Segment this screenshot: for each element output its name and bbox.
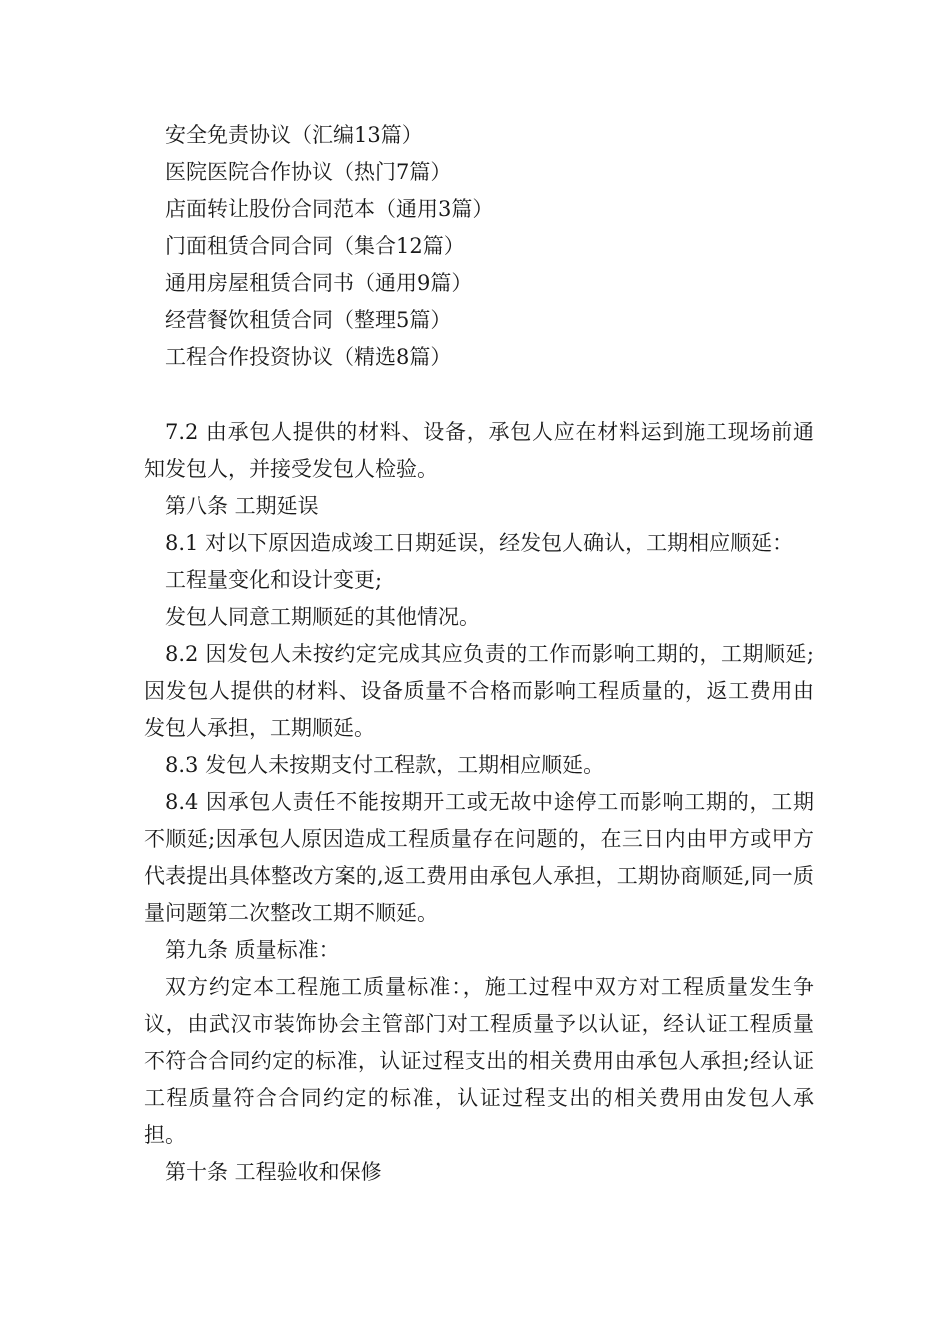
article-9-heading: 第九条 质量标准： <box>165 938 340 962</box>
clause-8-1-item: 发包人同意工期顺延的其他情况。 <box>165 605 480 629</box>
related-documents-list <box>165 117 493 376</box>
article-10-heading: 第十条 工程验收和保修 <box>165 1160 382 1184</box>
clause-8-1-item: 工程量变化和设计变更; <box>165 568 383 592</box>
related-document-link[interactable]: 店面转让股份合同范本（通用3篇） <box>165 197 494 221</box>
related-document-link[interactable]: 通用房屋租赁合同书（通用9篇） <box>165 271 473 295</box>
related-document-link[interactable]: 经营餐饮租赁合同（整理5篇） <box>165 308 452 332</box>
related-document-link[interactable]: 工程合作投资协议（精选8篇） <box>165 345 452 369</box>
related-document-link[interactable]: 医院医院合作协议（热门7篇） <box>165 160 452 184</box>
article-8-heading: 第八条 工期延误 <box>165 494 319 518</box>
clause-8-4: 8.4 因承包人责任不能按期开工或无故中途停工而影响工期的，工期不顺延;因承包人原因造成工程质量存在问题的，在三日内由甲方或甲方代表提出具体整改方案的,返工费用由承包人承担，工期协商顺延,同一质量问题第二次整改工期不顺延。 <box>144 790 814 925</box>
clause-8-1: 8.1 对以下原因造成竣工日期延误，经发包人确认，工期相应顺延： <box>165 531 794 555</box>
related-document-link[interactable]: 门面租赁合同合同（集合12篇） <box>165 234 465 258</box>
clause-9: 双方约定本工程施工质量标准：，施工过程中双方对工程质量发生争议，由武汉市装饰协会主管部门对工程质量予以认证，经认证工程质量不符合合同约定的标准，认证过程支出的相关费用由承包人承担;经认证工程质量符合合同约定的标准，认证过程支出的相关费用由发包人承担。 <box>144 975 814 1147</box>
clause-8-3: 8.3 发包人未按期支付工程款，工期相应顺延。 <box>165 753 605 777</box>
clause-7-2: 7.2 由承包人提供的材料、设备，承包人应在材料运到施工现场前通知发包人，并接受发包人检验。 <box>144 420 814 481</box>
clause-8-2: 8.2 因发包人未按约定完成其应负责的工作而影响工期的，工期顺延;因发包人提供的材料、设备质量不合格而影响工程质量的，返工费用由发包人承担，工期顺延。 <box>144 642 814 740</box>
contract-body <box>144 414 814 1191</box>
related-document-link[interactable]: 安全免责协议（汇编13篇） <box>165 123 423 147</box>
